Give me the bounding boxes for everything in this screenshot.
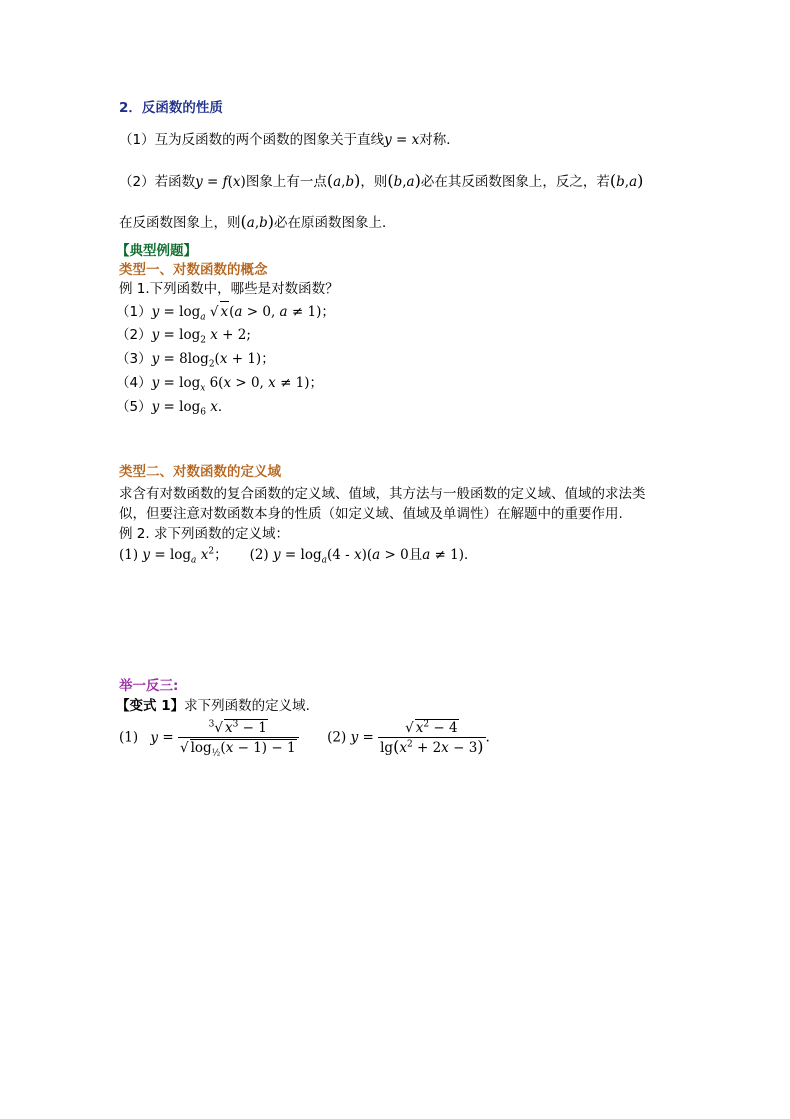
example-1-title: 例 1.下列函数中，哪些是对数函数？ [119,281,339,297]
type-2-paragraph-line-2: 似，但要注意对数函数本身的性质（如定义域、值域及单调性）在解题中的重要作用. [119,506,623,522]
example-1-item-2: $(2)y = \log_2 x + 2$; [116,327,251,346]
example-1-item-1: $(1)y = \log_a$ √ x(a > 0, a ≠ 1)； [116,301,335,322]
type-2-heading: 类型二、对数函数的定义域 [119,464,281,480]
typical-examples-label: 【典型例题】 [116,243,197,259]
example-1-item-4: $(4)y = \log_x 6(x > 0$, x ≠ 1)； [116,375,324,394]
property-2: （2）若函数y = f(x)图象上有一点(a,b)，则(b,a)必在其反函数图象上，反之，若(b,a) [119,171,644,190]
example-1-item-5: $(5)y = \log_6 x$． [116,399,232,418]
practice-heading: 举一反三: [119,678,179,694]
variant-1-line: 【变式 1】求下列函数的定义域. [116,698,310,714]
property-2-cont: 在反函数图象上，则(a,b)必在原函数图象上． [119,212,396,231]
fraction-1: $\frac{^3√ x^3 - 1}{√ \log_{\frac{1}{2}}(x - 1) - 1}$ [178,719,299,756]
type-2-paragraph-line-1: 求含有对数函数的复合函数的定义域、值域，其方法与一般函数的定义域、值域的求法类 [119,486,646,502]
fraction-2: $\frac{√ x^2 - 4}{\lg(x^2 + 2x - 3)}$ [380,719,484,756]
example-2-items: (1) $y = \log_a x^2$； (2) $y = \log_a(4 - x)(a > 0$且a ≠ 1)． [119,546,478,566]
section-heading: 2．反函数的性质 [119,100,223,116]
example-2-title: 例 2. 求下列函数的定义域： [119,526,289,542]
variant-1-formulas: (1) y = $\frac{^3√ x^3 - 1}{√ \log_{\frac{1}{2}}(x - 1) - 1}$ (2) y = $\frac{√ x^2 - 4}{\lg(x^2 + 2x - 3)}$ . [119,719,490,759]
property-1: （1）互为反函数的两个函数的图象关于直线y = x对称． [119,132,460,148]
example-1-item-3: $(3)y = 8\log_2(x + 1)$； [116,351,275,370]
type-1-heading: 类型一、对数函数的概念 [119,262,268,278]
